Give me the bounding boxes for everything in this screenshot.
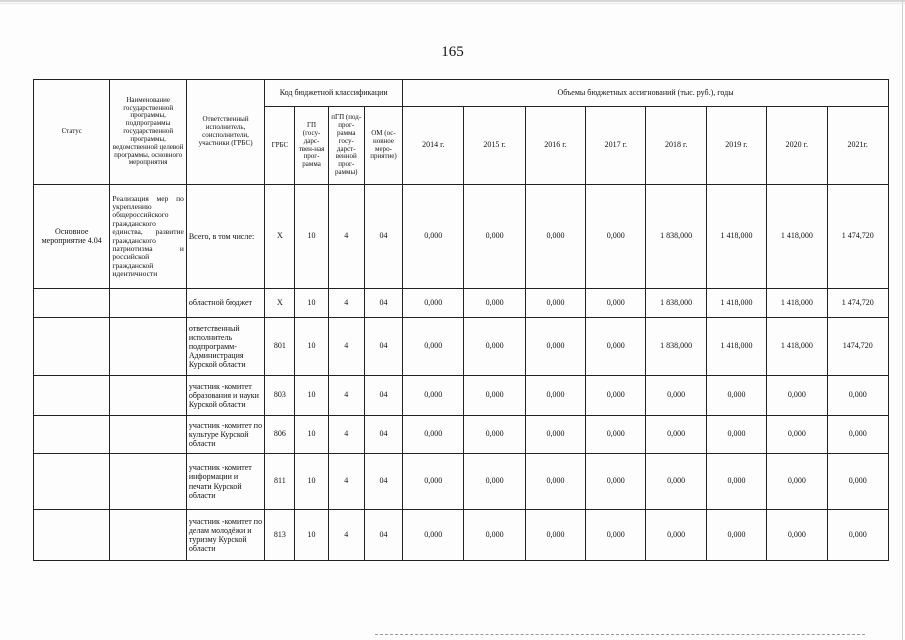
grbs-cell: Х xyxy=(265,289,295,318)
header-year: 2020 г. xyxy=(767,107,827,185)
value-cell: 0,000 xyxy=(403,416,464,454)
value-cell: 1 838,000 xyxy=(646,185,706,289)
page-number: 165 xyxy=(441,44,464,60)
grbs-cell: 813 xyxy=(265,510,295,561)
om-cell: 04 xyxy=(364,416,402,454)
value-cell: 0,000 xyxy=(403,510,464,561)
responsible-cell: Всего, в том числе: xyxy=(186,185,264,289)
header-pgp: пГП (под-прог-рамма госу-дарст-венной прог-раммы) xyxy=(328,107,364,185)
status-cell xyxy=(34,289,110,318)
header-responsible: Ответственный исполнитель, соисполнители, участники (ГРБС) xyxy=(186,80,264,185)
grbs-cell: Х xyxy=(265,185,295,289)
value-cell: 0,000 xyxy=(525,289,585,318)
value-cell: 0,000 xyxy=(403,318,464,376)
header-year: 2018 г. xyxy=(646,107,706,185)
value-cell: 0,000 xyxy=(706,376,766,416)
header-volumes-group: Объемы бюджетных ассигнований (тыс. руб.), годы xyxy=(403,80,889,107)
header-year: 2019 г. xyxy=(706,107,766,185)
om-cell: 04 xyxy=(364,454,402,510)
gp-cell: 10 xyxy=(295,185,328,289)
responsible-cell: ответственный исполнитель подпрограмм-Администрация Курской области xyxy=(186,318,264,376)
om-cell: 04 xyxy=(364,289,402,318)
grbs-cell: 811 xyxy=(265,454,295,510)
value-cell: 0,000 xyxy=(586,318,646,376)
value-cell: 0,000 xyxy=(403,289,464,318)
pgp-cell: 4 xyxy=(328,510,364,561)
value-cell: 0,000 xyxy=(646,454,706,510)
status-cell xyxy=(34,454,110,510)
pgp-cell: 4 xyxy=(328,376,364,416)
gp-cell: 10 xyxy=(295,416,328,454)
header-gp: ГП (госу-дарс-твен-ная прог-рамма xyxy=(295,107,328,185)
responsible-cell: участник -комитет информации и печати Курской области xyxy=(186,454,264,510)
pgp-cell: 4 xyxy=(328,416,364,454)
value-cell: 0,000 xyxy=(827,416,889,454)
name-cell xyxy=(110,376,186,416)
gp-cell: 10 xyxy=(295,510,328,561)
value-cell: 0,000 xyxy=(767,454,827,510)
pgp-cell: 4 xyxy=(328,454,364,510)
value-cell: 1 838,000 xyxy=(646,289,706,318)
value-cell: 0,000 xyxy=(464,416,525,454)
value-cell: 0,000 xyxy=(706,416,766,454)
grbs-cell: 806 xyxy=(265,416,295,454)
value-cell: 0,000 xyxy=(464,376,525,416)
scan-artifact-line xyxy=(0,3,905,4)
table-row xyxy=(34,454,889,510)
header-year: 2017 г. xyxy=(586,107,646,185)
value-cell: 1 418,000 xyxy=(706,289,766,318)
header-code-group: Код бюджетной классификации xyxy=(265,80,403,107)
om-cell: 04 xyxy=(364,185,402,289)
name-cell xyxy=(110,289,186,318)
scan-artifact-footer xyxy=(375,634,865,636)
value-cell: 0,000 xyxy=(827,376,889,416)
value-cell: 0,000 xyxy=(767,510,827,561)
status-cell: Основное мероприятие 4.04 xyxy=(34,185,110,289)
om-cell: 04 xyxy=(364,376,402,416)
value-cell: 1 418,000 xyxy=(767,185,827,289)
header-grbs: ГРБС xyxy=(265,107,295,185)
value-cell: 0,000 xyxy=(464,510,525,561)
name-cell xyxy=(110,454,186,510)
value-cell: 0,000 xyxy=(525,185,585,289)
value-cell: 0,000 xyxy=(525,510,585,561)
value-cell: 0,000 xyxy=(586,289,646,318)
om-cell: 04 xyxy=(364,318,402,376)
value-cell: 0,000 xyxy=(525,454,585,510)
table-row xyxy=(34,510,889,561)
value-cell: 0,000 xyxy=(464,185,525,289)
responsible-cell: областной бюджет xyxy=(186,289,264,318)
om-cell: 04 xyxy=(364,510,402,561)
value-cell: 0,000 xyxy=(586,185,646,289)
responsible-cell: участник -комитет по культуре Курской области xyxy=(186,416,264,454)
value-cell: 1 418,000 xyxy=(706,185,766,289)
grbs-cell: 801 xyxy=(265,318,295,376)
value-cell: 0,000 xyxy=(464,318,525,376)
page-top-edge xyxy=(0,0,905,2)
header-om: ОМ (ос-новное меро-приятие) xyxy=(364,107,402,185)
responsible-cell: участник -комитет по делам молодёжи и туризму Курской области xyxy=(186,510,264,561)
header-status: Статус xyxy=(34,80,110,185)
gp-cell: 10 xyxy=(295,289,328,318)
responsible-cell: участник -комитет образования и науки Курской области xyxy=(186,376,264,416)
table-row xyxy=(34,376,889,416)
value-cell: 0,000 xyxy=(525,416,585,454)
name-cell xyxy=(110,510,186,561)
value-cell: 1 418,000 xyxy=(706,318,766,376)
value-cell: 1 474,720 xyxy=(827,185,889,289)
header-year: 2015 г. xyxy=(464,107,525,185)
value-cell: 1474,720 xyxy=(827,318,889,376)
value-cell: 0,000 xyxy=(767,376,827,416)
table-row xyxy=(34,185,889,289)
name-cell xyxy=(110,416,186,454)
gp-cell: 10 xyxy=(295,376,328,416)
value-cell: 1 418,000 xyxy=(767,289,827,318)
status-cell xyxy=(34,416,110,454)
value-cell: 0,000 xyxy=(646,416,706,454)
value-cell: 1 838,000 xyxy=(646,318,706,376)
value-cell: 1 418,000 xyxy=(767,318,827,376)
value-cell: 0,000 xyxy=(525,376,585,416)
header-year: 2016 г. xyxy=(525,107,585,185)
name-cell xyxy=(110,318,186,376)
status-cell xyxy=(34,510,110,561)
value-cell: 0,000 xyxy=(464,454,525,510)
value-cell: 0,000 xyxy=(403,376,464,416)
value-cell: 0,000 xyxy=(827,510,889,561)
value-cell: 0,000 xyxy=(586,416,646,454)
page-right-edge xyxy=(902,0,903,640)
value-cell: 0,000 xyxy=(464,289,525,318)
value-cell: 1 474,720 xyxy=(827,289,889,318)
value-cell: 0,000 xyxy=(586,454,646,510)
table-row xyxy=(34,289,889,318)
table-row xyxy=(34,318,889,376)
value-cell: 0,000 xyxy=(767,416,827,454)
header-year: 2014 г. xyxy=(403,107,464,185)
value-cell: 0,000 xyxy=(646,376,706,416)
table-row xyxy=(34,416,889,454)
name-cell: Реализация мер по укреплению общероссийского гражданского единства, развитие гражданского патриотизма и российской гражданской идентичности xyxy=(110,185,186,289)
value-cell: 0,000 xyxy=(586,510,646,561)
gp-cell: 10 xyxy=(295,318,328,376)
value-cell: 0,000 xyxy=(827,454,889,510)
status-cell xyxy=(34,318,110,376)
value-cell: 0,000 xyxy=(403,454,464,510)
budget-table xyxy=(33,79,889,561)
value-cell: 0,000 xyxy=(646,510,706,561)
pgp-cell: 4 xyxy=(328,289,364,318)
gp-cell: 10 xyxy=(295,454,328,510)
header-year: 2021г. xyxy=(827,107,889,185)
value-cell: 0,000 xyxy=(706,510,766,561)
value-cell: 0,000 xyxy=(403,185,464,289)
header-name: Наименование государственной программы, подпрограммы государственной программы, ведомственной целевой программы, основного мероприятия xyxy=(110,80,186,185)
pgp-cell: 4 xyxy=(328,318,364,376)
value-cell: 0,000 xyxy=(706,454,766,510)
value-cell: 0,000 xyxy=(586,376,646,416)
value-cell: 0,000 xyxy=(525,318,585,376)
grbs-cell: 803 xyxy=(265,376,295,416)
status-cell xyxy=(34,376,110,416)
pgp-cell: 4 xyxy=(328,185,364,289)
